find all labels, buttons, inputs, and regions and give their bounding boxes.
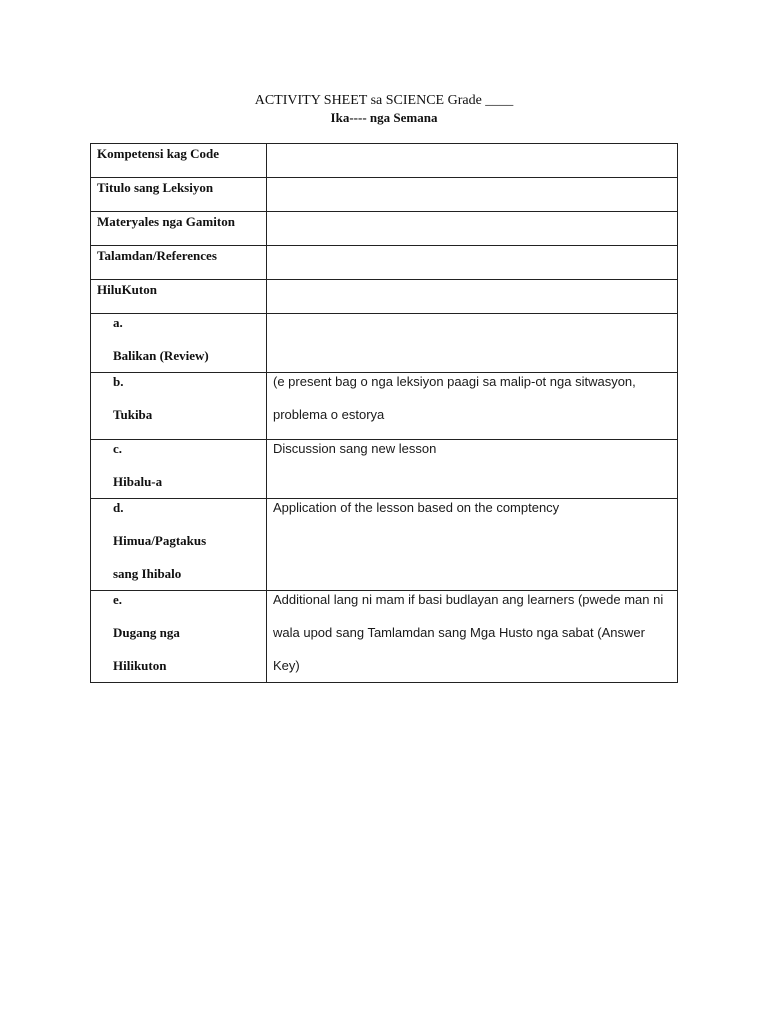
document-subtitle: Ika---- nga Semana (330, 110, 438, 125)
table-row (91, 373, 678, 440)
sub-row-label (91, 591, 267, 683)
table-row (91, 178, 678, 212)
row-label: Kompetensi kag Code (91, 144, 267, 178)
sub-row-letter: a. (113, 315, 123, 330)
row-label: Materyales nga Gamiton (91, 212, 267, 246)
row-value-cell[interactable]: Application of the lesson based on the comptency (267, 499, 678, 591)
row-label: Titulo sang Leksiyon (91, 178, 267, 212)
row-value-cell[interactable] (267, 212, 678, 246)
sub-row-title: Hibalu-a (113, 474, 163, 489)
row-value-cell[interactable] (267, 591, 678, 683)
value-line: (e present bag o nga leksiyon paagi sa malip-ot nga sitwasyon, (273, 374, 636, 389)
sub-row-label (91, 314, 267, 373)
table-row (91, 144, 678, 178)
row-value-cell[interactable] (267, 246, 678, 280)
row-value-cell[interactable] (267, 280, 678, 314)
table-row (91, 499, 678, 591)
table-row (91, 246, 678, 280)
value-line: wala upod sang Tamlamdan sang Mga Husto nga sabat (Answer Key) (273, 625, 645, 673)
sub-row-label (91, 373, 267, 440)
document-title: ACTIVITY SHEET sa SCIENCE Grade ____ (254, 93, 514, 108)
value-line: Additional lang ni mam if basi budlayan ang learners (pwede man ni (273, 592, 664, 607)
row-value-cell[interactable] (267, 144, 678, 178)
sub-row-title: Balikan (Review) (113, 348, 209, 363)
table-row (91, 591, 678, 683)
row-value-cell[interactable] (267, 373, 678, 440)
table-row (91, 212, 678, 246)
sub-row-label (91, 440, 267, 499)
sub-row-title: Himua/Pagtakus sang Ihibalo (113, 533, 207, 581)
row-value-cell[interactable] (267, 314, 678, 373)
row-value-cell[interactable]: Discussion sang new lesson (267, 440, 678, 499)
row-label: HiluKuton (91, 280, 267, 314)
sub-row-letter: b. (113, 374, 124, 389)
sub-row-letter: d. (113, 500, 124, 515)
table-row (91, 314, 678, 373)
sub-row-letter: e. (113, 592, 123, 607)
sub-row-title: Dugang nga Hilikuton (113, 625, 180, 673)
sub-row-title: Tukiba (113, 407, 153, 422)
sub-row-label (91, 499, 267, 591)
activity-table (90, 143, 678, 683)
sub-row-letter: c. (113, 441, 123, 456)
value-line: problema o estorya (273, 407, 385, 422)
table-row (91, 440, 678, 499)
row-label: Talamdan/References (91, 246, 267, 280)
row-value-cell[interactable] (267, 178, 678, 212)
